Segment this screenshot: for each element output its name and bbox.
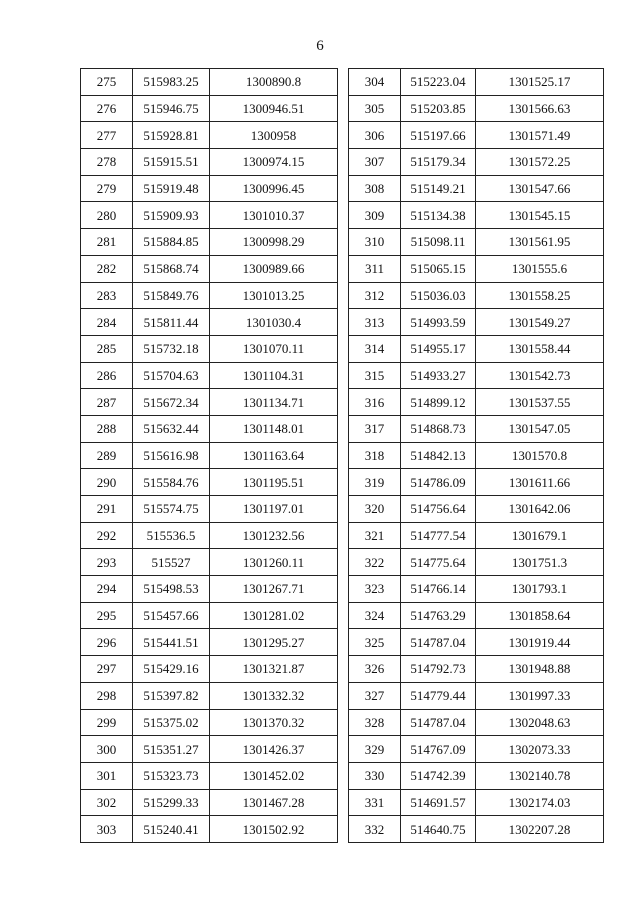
y-coordinate-cell: 1301260.11 — [210, 549, 338, 576]
x-coordinate-cell: 514787.04 — [401, 629, 476, 656]
point-number-cell: 304 — [349, 69, 401, 96]
y-coordinate-cell: 1301537.55 — [476, 389, 604, 416]
y-coordinate-cell: 1301555.6 — [476, 255, 604, 282]
y-coordinate-cell: 1301281.02 — [210, 602, 338, 629]
x-coordinate-cell: 515323.73 — [133, 762, 210, 789]
x-coordinate-cell: 514955.17 — [401, 335, 476, 362]
table-row — [349, 255, 604, 282]
point-number-cell: 275 — [81, 69, 133, 96]
y-coordinate-cell: 1301267.71 — [210, 576, 338, 603]
point-number-cell: 319 — [349, 469, 401, 496]
y-coordinate-cell: 1301013.25 — [210, 282, 338, 309]
table-row — [349, 522, 604, 549]
x-coordinate-cell: 515632.44 — [133, 415, 210, 442]
x-coordinate-cell: 515946.75 — [133, 95, 210, 122]
y-coordinate-cell: 1301793.1 — [476, 576, 604, 603]
y-coordinate-cell: 1301549.27 — [476, 309, 604, 336]
x-coordinate-cell: 515179.34 — [401, 149, 476, 176]
x-coordinate-cell: 515584.76 — [133, 469, 210, 496]
x-coordinate-cell: 514842.13 — [401, 442, 476, 469]
table-row — [349, 682, 604, 709]
x-coordinate-cell: 515527 — [133, 549, 210, 576]
point-number-cell: 290 — [81, 469, 133, 496]
x-coordinate-cell: 515375.02 — [133, 709, 210, 736]
point-number-cell: 280 — [81, 202, 133, 229]
table-row — [81, 469, 338, 496]
y-coordinate-cell: 1302048.63 — [476, 709, 604, 736]
x-coordinate-cell: 514792.73 — [401, 656, 476, 683]
table-row — [81, 282, 338, 309]
x-coordinate-cell: 514763.29 — [401, 602, 476, 629]
x-coordinate-cell: 514756.64 — [401, 496, 476, 523]
y-coordinate-cell: 1301525.17 — [476, 69, 604, 96]
table-row — [81, 389, 338, 416]
point-number-cell: 315 — [349, 362, 401, 389]
x-coordinate-cell: 515397.82 — [133, 682, 210, 709]
x-coordinate-cell: 515498.53 — [133, 576, 210, 603]
point-number-cell: 276 — [81, 95, 133, 122]
point-number-cell: 300 — [81, 736, 133, 763]
point-number-cell: 294 — [81, 576, 133, 603]
x-coordinate-cell: 515732.18 — [133, 335, 210, 362]
x-coordinate-cell: 515203.85 — [401, 95, 476, 122]
x-coordinate-cell: 515868.74 — [133, 255, 210, 282]
y-coordinate-cell: 1301542.73 — [476, 362, 604, 389]
y-coordinate-cell: 1302174.03 — [476, 789, 604, 816]
point-number-cell: 331 — [349, 789, 401, 816]
point-number-cell: 313 — [349, 309, 401, 336]
table-row — [81, 789, 338, 816]
table-row — [81, 149, 338, 176]
table-row — [81, 442, 338, 469]
point-number-cell: 310 — [349, 229, 401, 256]
table-row — [81, 229, 338, 256]
point-number-cell: 330 — [349, 762, 401, 789]
table-row — [349, 95, 604, 122]
point-number-cell: 322 — [349, 549, 401, 576]
y-coordinate-cell: 1301561.95 — [476, 229, 604, 256]
table-row — [81, 549, 338, 576]
y-coordinate-cell: 1301197.01 — [210, 496, 338, 523]
point-number-cell: 286 — [81, 362, 133, 389]
table-row — [349, 122, 604, 149]
x-coordinate-cell: 515928.81 — [133, 122, 210, 149]
y-coordinate-cell: 1301426.37 — [210, 736, 338, 763]
table-row — [81, 415, 338, 442]
x-coordinate-cell: 514691.57 — [401, 789, 476, 816]
table-row — [349, 442, 604, 469]
y-coordinate-cell: 1301467.28 — [210, 789, 338, 816]
table-row — [349, 202, 604, 229]
point-number-cell: 328 — [349, 709, 401, 736]
point-number-cell: 324 — [349, 602, 401, 629]
table-row — [81, 122, 338, 149]
point-number-cell: 321 — [349, 522, 401, 549]
x-coordinate-cell: 515704.63 — [133, 362, 210, 389]
y-coordinate-cell: 1300958 — [210, 122, 338, 149]
y-coordinate-cell: 1301571.49 — [476, 122, 604, 149]
y-coordinate-cell: 1301547.05 — [476, 415, 604, 442]
point-number-cell: 289 — [81, 442, 133, 469]
table-row — [349, 549, 604, 576]
y-coordinate-cell: 1301919.44 — [476, 629, 604, 656]
x-coordinate-cell: 515849.76 — [133, 282, 210, 309]
y-coordinate-cell: 1301570.8 — [476, 442, 604, 469]
x-coordinate-cell: 515065.15 — [401, 255, 476, 282]
x-coordinate-cell: 514742.39 — [401, 762, 476, 789]
x-coordinate-cell: 514786.09 — [401, 469, 476, 496]
point-number-cell: 277 — [81, 122, 133, 149]
point-number-cell: 316 — [349, 389, 401, 416]
x-coordinate-cell: 515134.38 — [401, 202, 476, 229]
x-coordinate-cell: 515574.75 — [133, 496, 210, 523]
point-number-cell: 298 — [81, 682, 133, 709]
table-row — [349, 229, 604, 256]
table-row — [81, 629, 338, 656]
y-coordinate-cell: 1301751.3 — [476, 549, 604, 576]
table-row — [81, 656, 338, 683]
x-coordinate-cell: 515429.16 — [133, 656, 210, 683]
point-number-cell: 305 — [349, 95, 401, 122]
point-number-cell: 307 — [349, 149, 401, 176]
x-coordinate-cell: 515919.48 — [133, 175, 210, 202]
point-number-cell: 283 — [81, 282, 133, 309]
x-coordinate-cell: 514933.27 — [401, 362, 476, 389]
y-coordinate-cell: 1302140.78 — [476, 762, 604, 789]
y-coordinate-cell: 1301858.64 — [476, 602, 604, 629]
table-row — [81, 522, 338, 549]
y-coordinate-cell: 1300996.45 — [210, 175, 338, 202]
table-row — [81, 736, 338, 763]
x-coordinate-cell: 514766.14 — [401, 576, 476, 603]
x-coordinate-cell: 515240.41 — [133, 816, 210, 843]
x-coordinate-cell: 515441.51 — [133, 629, 210, 656]
x-coordinate-cell: 515536.5 — [133, 522, 210, 549]
point-number-cell: 332 — [349, 816, 401, 843]
table-row — [81, 762, 338, 789]
table-row — [349, 656, 604, 683]
y-coordinate-cell: 1301134.71 — [210, 389, 338, 416]
table-row — [349, 762, 604, 789]
table-row — [349, 629, 604, 656]
point-number-cell: 318 — [349, 442, 401, 469]
point-number-cell: 278 — [81, 149, 133, 176]
y-coordinate-cell: 1301452.02 — [210, 762, 338, 789]
point-number-cell: 299 — [81, 709, 133, 736]
y-coordinate-cell: 1301070.11 — [210, 335, 338, 362]
coordinates-table-left — [80, 68, 338, 843]
table-row — [349, 415, 604, 442]
table-row — [349, 602, 604, 629]
point-number-cell: 281 — [81, 229, 133, 256]
table-row — [81, 496, 338, 523]
y-coordinate-cell: 1301547.66 — [476, 175, 604, 202]
x-coordinate-cell: 514779.44 — [401, 682, 476, 709]
table-row — [81, 816, 338, 843]
point-number-cell: 292 — [81, 522, 133, 549]
page-number: 6 — [316, 38, 324, 54]
table-row — [349, 816, 604, 843]
y-coordinate-cell: 1301104.31 — [210, 362, 338, 389]
x-coordinate-cell: 514787.04 — [401, 709, 476, 736]
y-coordinate-cell: 1301295.27 — [210, 629, 338, 656]
table-row — [349, 709, 604, 736]
table-row — [81, 95, 338, 122]
x-coordinate-cell: 515197.66 — [401, 122, 476, 149]
table-row — [349, 149, 604, 176]
y-coordinate-cell: 1301545.15 — [476, 202, 604, 229]
x-coordinate-cell: 515149.21 — [401, 175, 476, 202]
y-coordinate-cell: 1301232.56 — [210, 522, 338, 549]
point-number-cell: 306 — [349, 122, 401, 149]
y-coordinate-cell: 1300998.29 — [210, 229, 338, 256]
x-coordinate-cell: 515223.04 — [401, 69, 476, 96]
y-coordinate-cell: 1301642.06 — [476, 496, 604, 523]
table-row — [81, 175, 338, 202]
x-coordinate-cell: 515457.66 — [133, 602, 210, 629]
point-number-cell: 329 — [349, 736, 401, 763]
y-coordinate-cell: 1301010.37 — [210, 202, 338, 229]
point-number-cell: 326 — [349, 656, 401, 683]
y-coordinate-cell: 1301679.1 — [476, 522, 604, 549]
point-number-cell: 323 — [349, 576, 401, 603]
x-coordinate-cell: 514767.09 — [401, 736, 476, 763]
point-number-cell: 314 — [349, 335, 401, 362]
table-row — [349, 496, 604, 523]
point-number-cell: 312 — [349, 282, 401, 309]
point-number-cell: 303 — [81, 816, 133, 843]
coordinates-table-right — [348, 68, 604, 843]
point-number-cell: 302 — [81, 789, 133, 816]
point-number-cell: 282 — [81, 255, 133, 282]
x-coordinate-cell: 515884.85 — [133, 229, 210, 256]
x-coordinate-cell: 515672.34 — [133, 389, 210, 416]
x-coordinate-cell: 515915.51 — [133, 149, 210, 176]
table-row — [349, 736, 604, 763]
y-coordinate-cell: 1301321.87 — [210, 656, 338, 683]
x-coordinate-cell: 515299.33 — [133, 789, 210, 816]
x-coordinate-cell: 514640.75 — [401, 816, 476, 843]
table-row — [349, 789, 604, 816]
y-coordinate-cell: 1301148.01 — [210, 415, 338, 442]
point-number-cell: 296 — [81, 629, 133, 656]
table-row — [81, 362, 338, 389]
point-number-cell: 285 — [81, 335, 133, 362]
point-number-cell: 327 — [349, 682, 401, 709]
x-coordinate-cell: 515351.27 — [133, 736, 210, 763]
point-number-cell: 291 — [81, 496, 133, 523]
table-row — [349, 389, 604, 416]
point-number-cell: 297 — [81, 656, 133, 683]
table-row — [81, 202, 338, 229]
x-coordinate-cell: 515616.98 — [133, 442, 210, 469]
table-row — [349, 362, 604, 389]
table-row — [81, 602, 338, 629]
x-coordinate-cell: 514868.73 — [401, 415, 476, 442]
point-number-cell: 320 — [349, 496, 401, 523]
y-coordinate-cell: 1302073.33 — [476, 736, 604, 763]
point-number-cell: 279 — [81, 175, 133, 202]
y-coordinate-cell: 1301948.88 — [476, 656, 604, 683]
x-coordinate-cell: 515909.93 — [133, 202, 210, 229]
y-coordinate-cell: 1301558.44 — [476, 335, 604, 362]
y-coordinate-cell: 1300946.51 — [210, 95, 338, 122]
x-coordinate-cell: 514777.54 — [401, 522, 476, 549]
point-number-cell: 284 — [81, 309, 133, 336]
x-coordinate-cell: 514775.64 — [401, 549, 476, 576]
x-coordinate-cell: 515036.03 — [401, 282, 476, 309]
table-row — [81, 709, 338, 736]
table-row — [349, 469, 604, 496]
point-number-cell: 295 — [81, 602, 133, 629]
x-coordinate-cell: 514899.12 — [401, 389, 476, 416]
y-coordinate-cell: 1301030.4 — [210, 309, 338, 336]
y-coordinate-cell: 1302207.28 — [476, 816, 604, 843]
y-coordinate-cell: 1301566.63 — [476, 95, 604, 122]
x-coordinate-cell: 515098.11 — [401, 229, 476, 256]
y-coordinate-cell: 1301558.25 — [476, 282, 604, 309]
table-row — [81, 335, 338, 362]
table-row — [349, 69, 604, 96]
table-row — [349, 282, 604, 309]
point-number-cell: 301 — [81, 762, 133, 789]
point-number-cell: 287 — [81, 389, 133, 416]
table-row — [81, 682, 338, 709]
y-coordinate-cell: 1300989.66 — [210, 255, 338, 282]
y-coordinate-cell: 1301370.32 — [210, 709, 338, 736]
x-coordinate-cell: 514993.59 — [401, 309, 476, 336]
point-number-cell: 308 — [349, 175, 401, 202]
point-number-cell: 288 — [81, 415, 133, 442]
table-row — [349, 576, 604, 603]
table-row — [81, 69, 338, 96]
point-number-cell: 317 — [349, 415, 401, 442]
point-number-cell: 311 — [349, 255, 401, 282]
y-coordinate-cell: 1300974.15 — [210, 149, 338, 176]
table-row — [349, 309, 604, 336]
y-coordinate-cell: 1301195.51 — [210, 469, 338, 496]
table-row — [349, 175, 604, 202]
y-coordinate-cell: 1301502.92 — [210, 816, 338, 843]
y-coordinate-cell: 1301163.64 — [210, 442, 338, 469]
x-coordinate-cell: 515983.25 — [133, 69, 210, 96]
point-number-cell: 309 — [349, 202, 401, 229]
point-number-cell: 325 — [349, 629, 401, 656]
y-coordinate-cell: 1301572.25 — [476, 149, 604, 176]
y-coordinate-cell: 1300890.8 — [210, 69, 338, 96]
y-coordinate-cell: 1301997.33 — [476, 682, 604, 709]
point-number-cell: 293 — [81, 549, 133, 576]
x-coordinate-cell: 515811.44 — [133, 309, 210, 336]
table-row — [81, 576, 338, 603]
table-row — [81, 309, 338, 336]
y-coordinate-cell: 1301332.32 — [210, 682, 338, 709]
y-coordinate-cell: 1301611.66 — [476, 469, 604, 496]
table-row — [349, 335, 604, 362]
table-row — [81, 255, 338, 282]
